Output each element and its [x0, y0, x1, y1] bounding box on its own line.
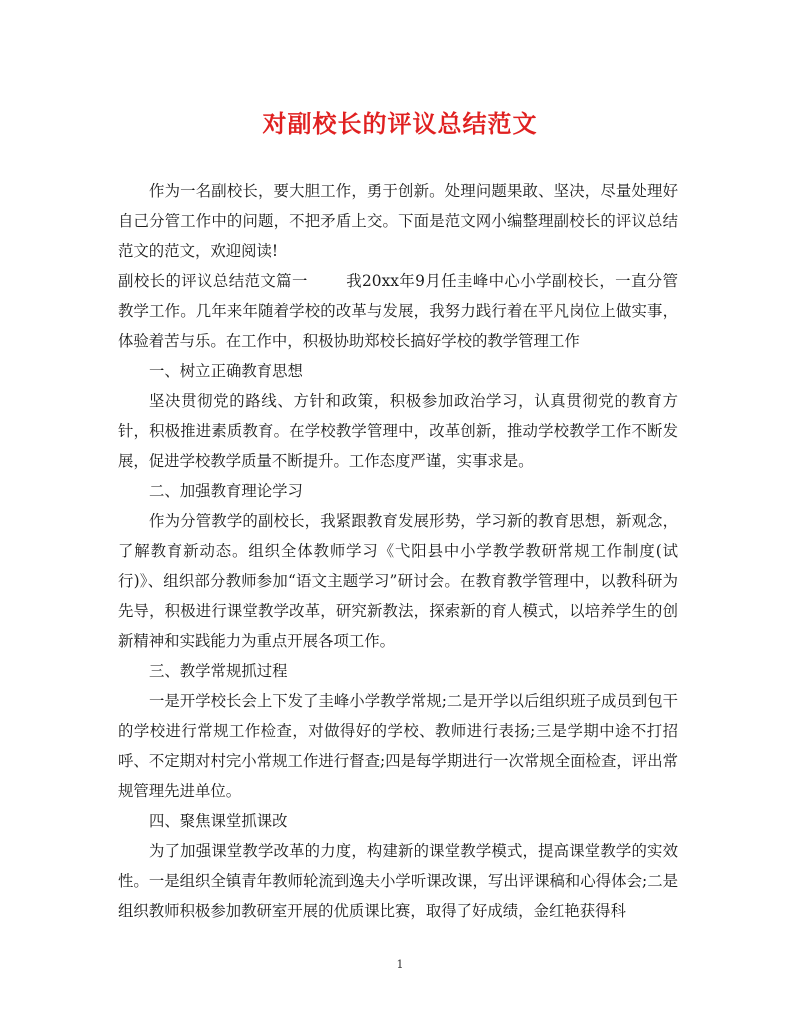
section-text-2: 作为分管教学的副校长，我紧跟教育发展形势，学习新的教育思想，新观念，了解教育新动态。组织全体教师学习《弋阳县中小学教学教研常规工作制度(试行)》、组织部分教师参加“语文主题学习”研讨会。在教育教学管理中，以教科研为先导，积极进行课堂教学改革，研究新教法，探索新的育人模式，以培养学生的创新精神和实践能力为重点开展各项工作。: [118, 512, 678, 650]
section-heading-1: 一、树立正确教育思想: [149, 362, 303, 380]
intro-paragraph: 作为一名副校长，要大胆工作，勇于创新。处理问题果敢、坚决，尽量处理好自己分管工作中的问题，不把矛盾上交。下面是范文网小编整理副校长的评议总结范文的范文，欢迎阅读!: [118, 182, 678, 260]
section-text-1: 坚决贯彻党的路线、方针和政策，积极参加政治学习，认真贯彻党的教育方针，积极推进素质教育。在学校教学管理中，改革创新，推动学校教学工作不断发展，促进学校教学质量不断提升。工作态度严谨，实事求是。: [118, 392, 678, 470]
document-body: [118, 176, 678, 926]
document-title: 对副校长的评议总结范文: [262, 109, 538, 138]
article-heading: 副校长的评议总结范文篇一: [118, 272, 308, 290]
article-first-paragraph: [118, 266, 678, 356]
section-text-3: 一是开学校长会上下发了圭峰小学教学常规;二是开学以后组织班子成员到包干的学校进行常规工作检查，对做得好的学校、教师进行表扬;三是学期中途不打招呼、不定期对村完小常规工作进行督查;四是每学期进行一次常规全面检查，评出常规管理先进单位。: [118, 692, 678, 800]
page-number: 1: [396, 958, 404, 971]
section-text-4: 为了加强课堂教学改革的力度，构建新的课堂教学模式，提高课堂教学的实效性。一是组织全镇青年教师轮流到逸夫小学听课改课，写出评课稿和心得体会;二是组织教师积极参加教研室开展的优质课比赛，取得了好成绩，金红艳获得科: [118, 842, 678, 920]
section-heading-3: 三、教学常规抓过程: [149, 662, 288, 680]
article-intro: 我20xx年9月任圭峰中心小学副校长，一直分管教学工作。几年来年随着学校的改革与发展，我努力践行着在平凡岗位上做实事，体验着苦与乐。在工作中，积极协助郑校长搞好学校的教学管理工作: [118, 272, 678, 350]
section-heading-4: 四、聚焦课堂抓课改: [149, 812, 288, 830]
section-heading-2: 二、加强教育理论学习: [149, 482, 303, 500]
